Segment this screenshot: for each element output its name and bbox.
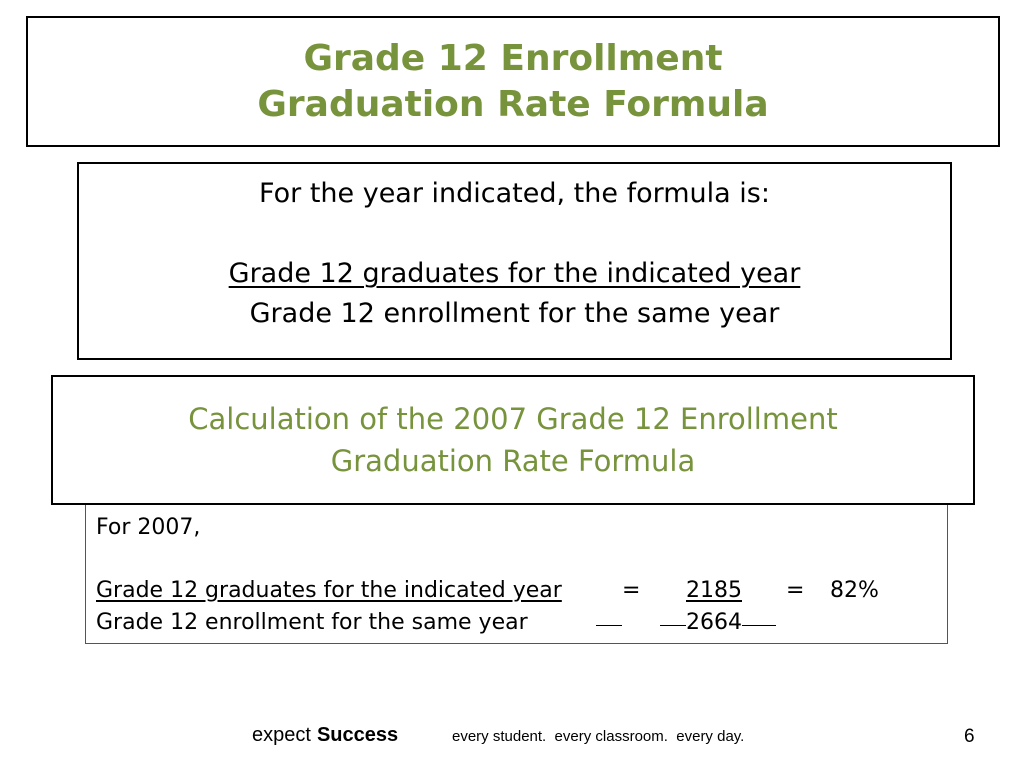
footer-tagline: every student. every classroom. every day. <box>452 728 745 745</box>
calculation-graduates-value: 2185 <box>686 578 742 603</box>
calculation-header-box <box>51 375 975 505</box>
formula-denominator: Grade 12 enrollment for the same year <box>249 298 780 329</box>
calculation-rate: 82% <box>830 578 879 603</box>
calculation-header-line-2: Graduation Rate Formula <box>330 444 696 478</box>
footer <box>0 718 1024 758</box>
brand-logo <box>252 724 398 747</box>
title-line-2: Graduation Rate Formula <box>257 83 769 125</box>
numerator-underline-gap <box>596 604 622 636</box>
calculation-year: For 2007, <box>96 515 201 540</box>
calculation-box <box>85 494 948 644</box>
calculation-equals-1: = <box>622 578 641 603</box>
formula-numerator-text: Grade 12 graduates for the indicated year <box>228 258 801 289</box>
page-number: 6 <box>964 726 975 747</box>
brand-name: Success <box>316 724 399 746</box>
title-line-1: Grade 12 Enrollment <box>303 37 723 79</box>
calculation-enrollment-value: 2664 <box>686 610 742 635</box>
calculation-equals-2: = <box>786 578 805 603</box>
formula-box <box>77 162 952 360</box>
brand-prefix: expect <box>252 724 311 746</box>
formula-numerator <box>79 254 950 294</box>
graduates-underline-left <box>660 604 686 636</box>
graduates-underline-right <box>742 604 776 636</box>
formula-intro: For the year indicated, the formula is: <box>259 178 770 209</box>
calculation-header-line-1: Calculation of the 2007 Grade 12 Enrollment <box>188 402 838 436</box>
calculation-denominator-label: Grade 12 enrollment for the same year <box>96 610 528 635</box>
calculation-numerator-label: Grade 12 graduates for the indicated year <box>96 578 562 603</box>
title-box <box>26 16 1000 147</box>
